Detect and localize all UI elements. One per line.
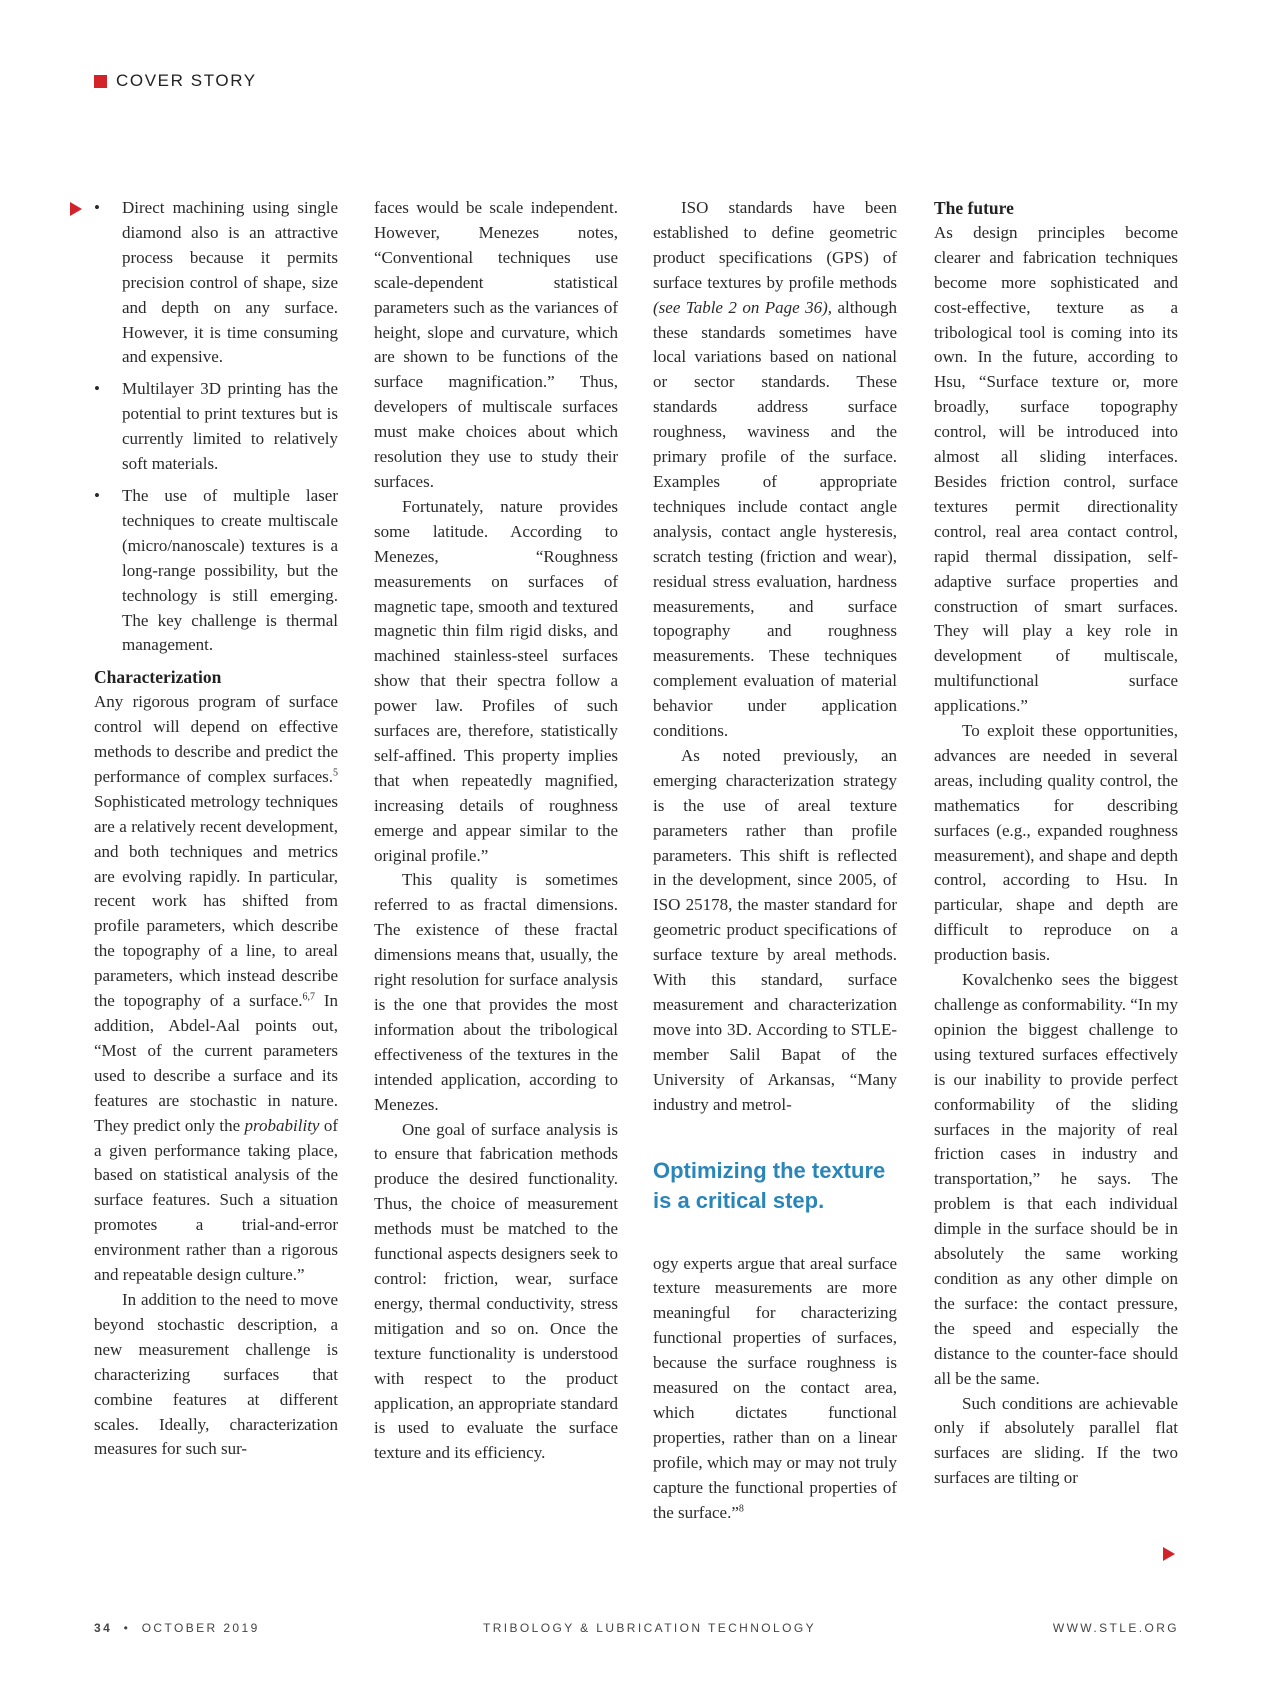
section-tag: [94, 71, 257, 91]
bullet-item: [94, 484, 338, 658]
bullet-item: [94, 196, 338, 370]
bullet-text: Direct machining using single diamond also is an attractive process because it permits precision control of shape, size and depth on any surface. However, it is time consuming and expensive.: [122, 198, 338, 367]
issue-date: OCTOBER 2019: [141, 1621, 260, 1635]
body-paragraph: Kovalchenko sees the biggest challenge as conformability. “In my opinion the biggest challenge to using textured surfaces effectively is our inability to provide perfect conformability of the sliding surfaces in the majority of real friction cases in industry and transportation,” he says. The problem is that each individual dimple in the surface should be in absolutely the same working condition as any other dimple on the surface: the contact pressure, the speed and especially the distance to the counter-face should all be the same.: [934, 970, 1178, 1388]
footer-separator: •: [123, 1621, 131, 1635]
body-paragraph: ISO standards have been established to define geometric product specifications (GPS) of surface textures by profile methods (see Table 2 on Page 36), although these standards sometimes have local variations based on national or sector standards. These standards address surface roughness, waviness and the primary profile of the surface. Examples of appropriate techniques include contact angle analysis, contact angle hysteresis, scratch testing (friction and wear), residual stress evaluation, hardness measurements, and surface topography and roughness measurements. These techniques complement evaluation of material behavior under application conditions.: [653, 198, 897, 741]
bullet-icon: •: [94, 379, 100, 399]
section-heading-characterization: Characterization: [94, 667, 222, 688]
body-paragraph: Fortunately, nature provides some latitude. According to Menezes, “Roughness measurements on surfaces of magnetic tape, smooth and textured magnetic thin film rigid disks, and machined stainless-steel surfaces show that their spectra follow a power law. Profiles of such surfaces are, therefore, statistically self-affined. This property implies that when repeatedly magnified, increasing details of roughness emerge and appear similar to the original profile.”: [374, 496, 618, 865]
section-heading-the-future: The future: [934, 198, 1014, 218]
article-column-1: [94, 196, 338, 1462]
body-paragraph: This quality is sometimes referred to as fractal dimensions. The existence of these fractal dimensions means that, usually, the right resolution for surface analysis is the one that provides the most information about the tribological effectiveness of the textures in the intended application, according to Menezes.: [374, 870, 618, 1114]
footer-left: [94, 1621, 260, 1637]
article-column-4: [934, 196, 1178, 1491]
bullet-icon: •: [94, 198, 100, 217]
pull-quote: Optimizing the texture is a critical step.: [653, 1157, 886, 1213]
article-column-2: [374, 196, 618, 1466]
page-number: 34: [94, 1621, 113, 1635]
body-paragraph: ogy experts argue that areal surface texture measurements are more meaningful for characterizing functional properties of surfaces, because the surface roughness is measured on the contact area, which dictates functional properties, rather than on a linear profile, which may or may not truly capture the functional properties of the surface.”$^8$: [653, 1253, 897, 1522]
body-paragraph: One goal of surface analysis is to ensure that fabrication methods produce the desired functionality. Thus, the choice of measurement methods must be matched to the functional aspects designers seek to control: friction, wear, surface energy, thermal conductivity, stress mitigation and so on. Once the texture functionality is understood with respect to the product application, an appropriate standard is used to evaluate the surface texture and its efficiency.: [374, 1119, 618, 1463]
citation: 5: [333, 767, 338, 779]
bullet-item: [94, 377, 338, 477]
citation: 6,7: [302, 991, 316, 1003]
article-column-3: [653, 196, 897, 1526]
body-paragraph: In addition to the need to move beyond stochastic description, a new measurement challenge is characterizing surfaces that combine features at different scales. Ideally, characterization measures for such sur-: [94, 1289, 338, 1459]
bullet-text: Multilayer 3D printing has the potential to print textures but is currently limited to relatively soft materials.: [122, 379, 338, 474]
website-url: WWW.STLE.ORG: [1052, 1621, 1179, 1635]
bullet-text: The use of multiple laser techniques to create multiscale (micro/nanoscale) textures is a long-range possibility, but the technology is still emerging. The key challenge is thermal management.: [122, 485, 338, 655]
section-square-icon: [94, 75, 107, 88]
section-label: COVER STORY: [116, 71, 257, 90]
bullet-list: [94, 196, 338, 658]
bullet-icon: •: [94, 485, 100, 505]
citation: 8: [738, 1502, 744, 1514]
publication-name: TRIBOLOGY & LUBRICATION TECHNOLOGY: [483, 1621, 816, 1635]
body-paragraph: To exploit these opportunities, advances are needed in several areas, including quality control, the mathematics for describing surfaces (e.g., expanded roughness measurement), and shape and depth control, according to Hsu. In particular, shape and depth are difficult to reproduce on a production basis.: [934, 721, 1178, 965]
continued-on-arrow-icon: [1163, 1547, 1175, 1561]
body-paragraph: Such conditions are achievable only if absolutely parallel flat surfaces are sliding. If the two surfaces are tilting or: [934, 1393, 1178, 1488]
body-paragraph: Any rigorous program of surface control will depend on effective methods to describe and predict the performance of complex surfaces.$^5$ Sophisticated metrology techniques are a relatively recent development, and both techniques and metrics are evolving rapidly. In particular, recent work has shifted from profile parameters, which describe the topography of a line, to areal parameters, which instead describe the topography of a surface.$^{6,7}$ In addition, Abdel-Aal points out, “Most of the current parameters used to describe a surface and its features are stochastic in nature. They predict only the probability of a given performance taking place, based on statistical analysis of the surface features. Such a situation promotes a trial-and-error environment rather than a rigorous and repeatable design culture.”: [94, 692, 338, 1285]
body-paragraph: As noted previously, an emerging characterization strategy is the use of areal texture parameters rather than profile parameters. This shift is reflected in the development, since 2005, of ISO 25178, the master standard for geometric product specifications of surface texture by areal methods. With this standard, surface measurement and characterization move into 3D. According to STLE-member Salil Bapat of the University of Arkansas, “Many industry and metrol-: [653, 745, 897, 1114]
continued-from-arrow-icon: [70, 202, 82, 216]
body-paragraph: faces would be scale independent. However, Menezes notes, “Conventional techniques use scale-dependent statistical parameters such as the variances of height, slope and curvature, which are shown to be functions of the surface magnification.” Thus, developers of multiscale surfaces must make choices about which resolution they use to study their surfaces.: [374, 198, 618, 491]
body-paragraph: As design principles become clearer and fabrication techniques become more sophisticated and cost-effective, texture as a tribological tool is coming into its own. In the future, according to Hsu, “Surface texture or, more broadly, surface topography control, will be introduced into almost all sliding interfaces. Besides friction control, surface textures permit directionality control, real area contact control, rapid thermal dissipation, self-adaptive surface properties and construction of smart surfaces. They will play a key role in development of multiscale, multifunctional surface applications.”: [934, 222, 1178, 716]
